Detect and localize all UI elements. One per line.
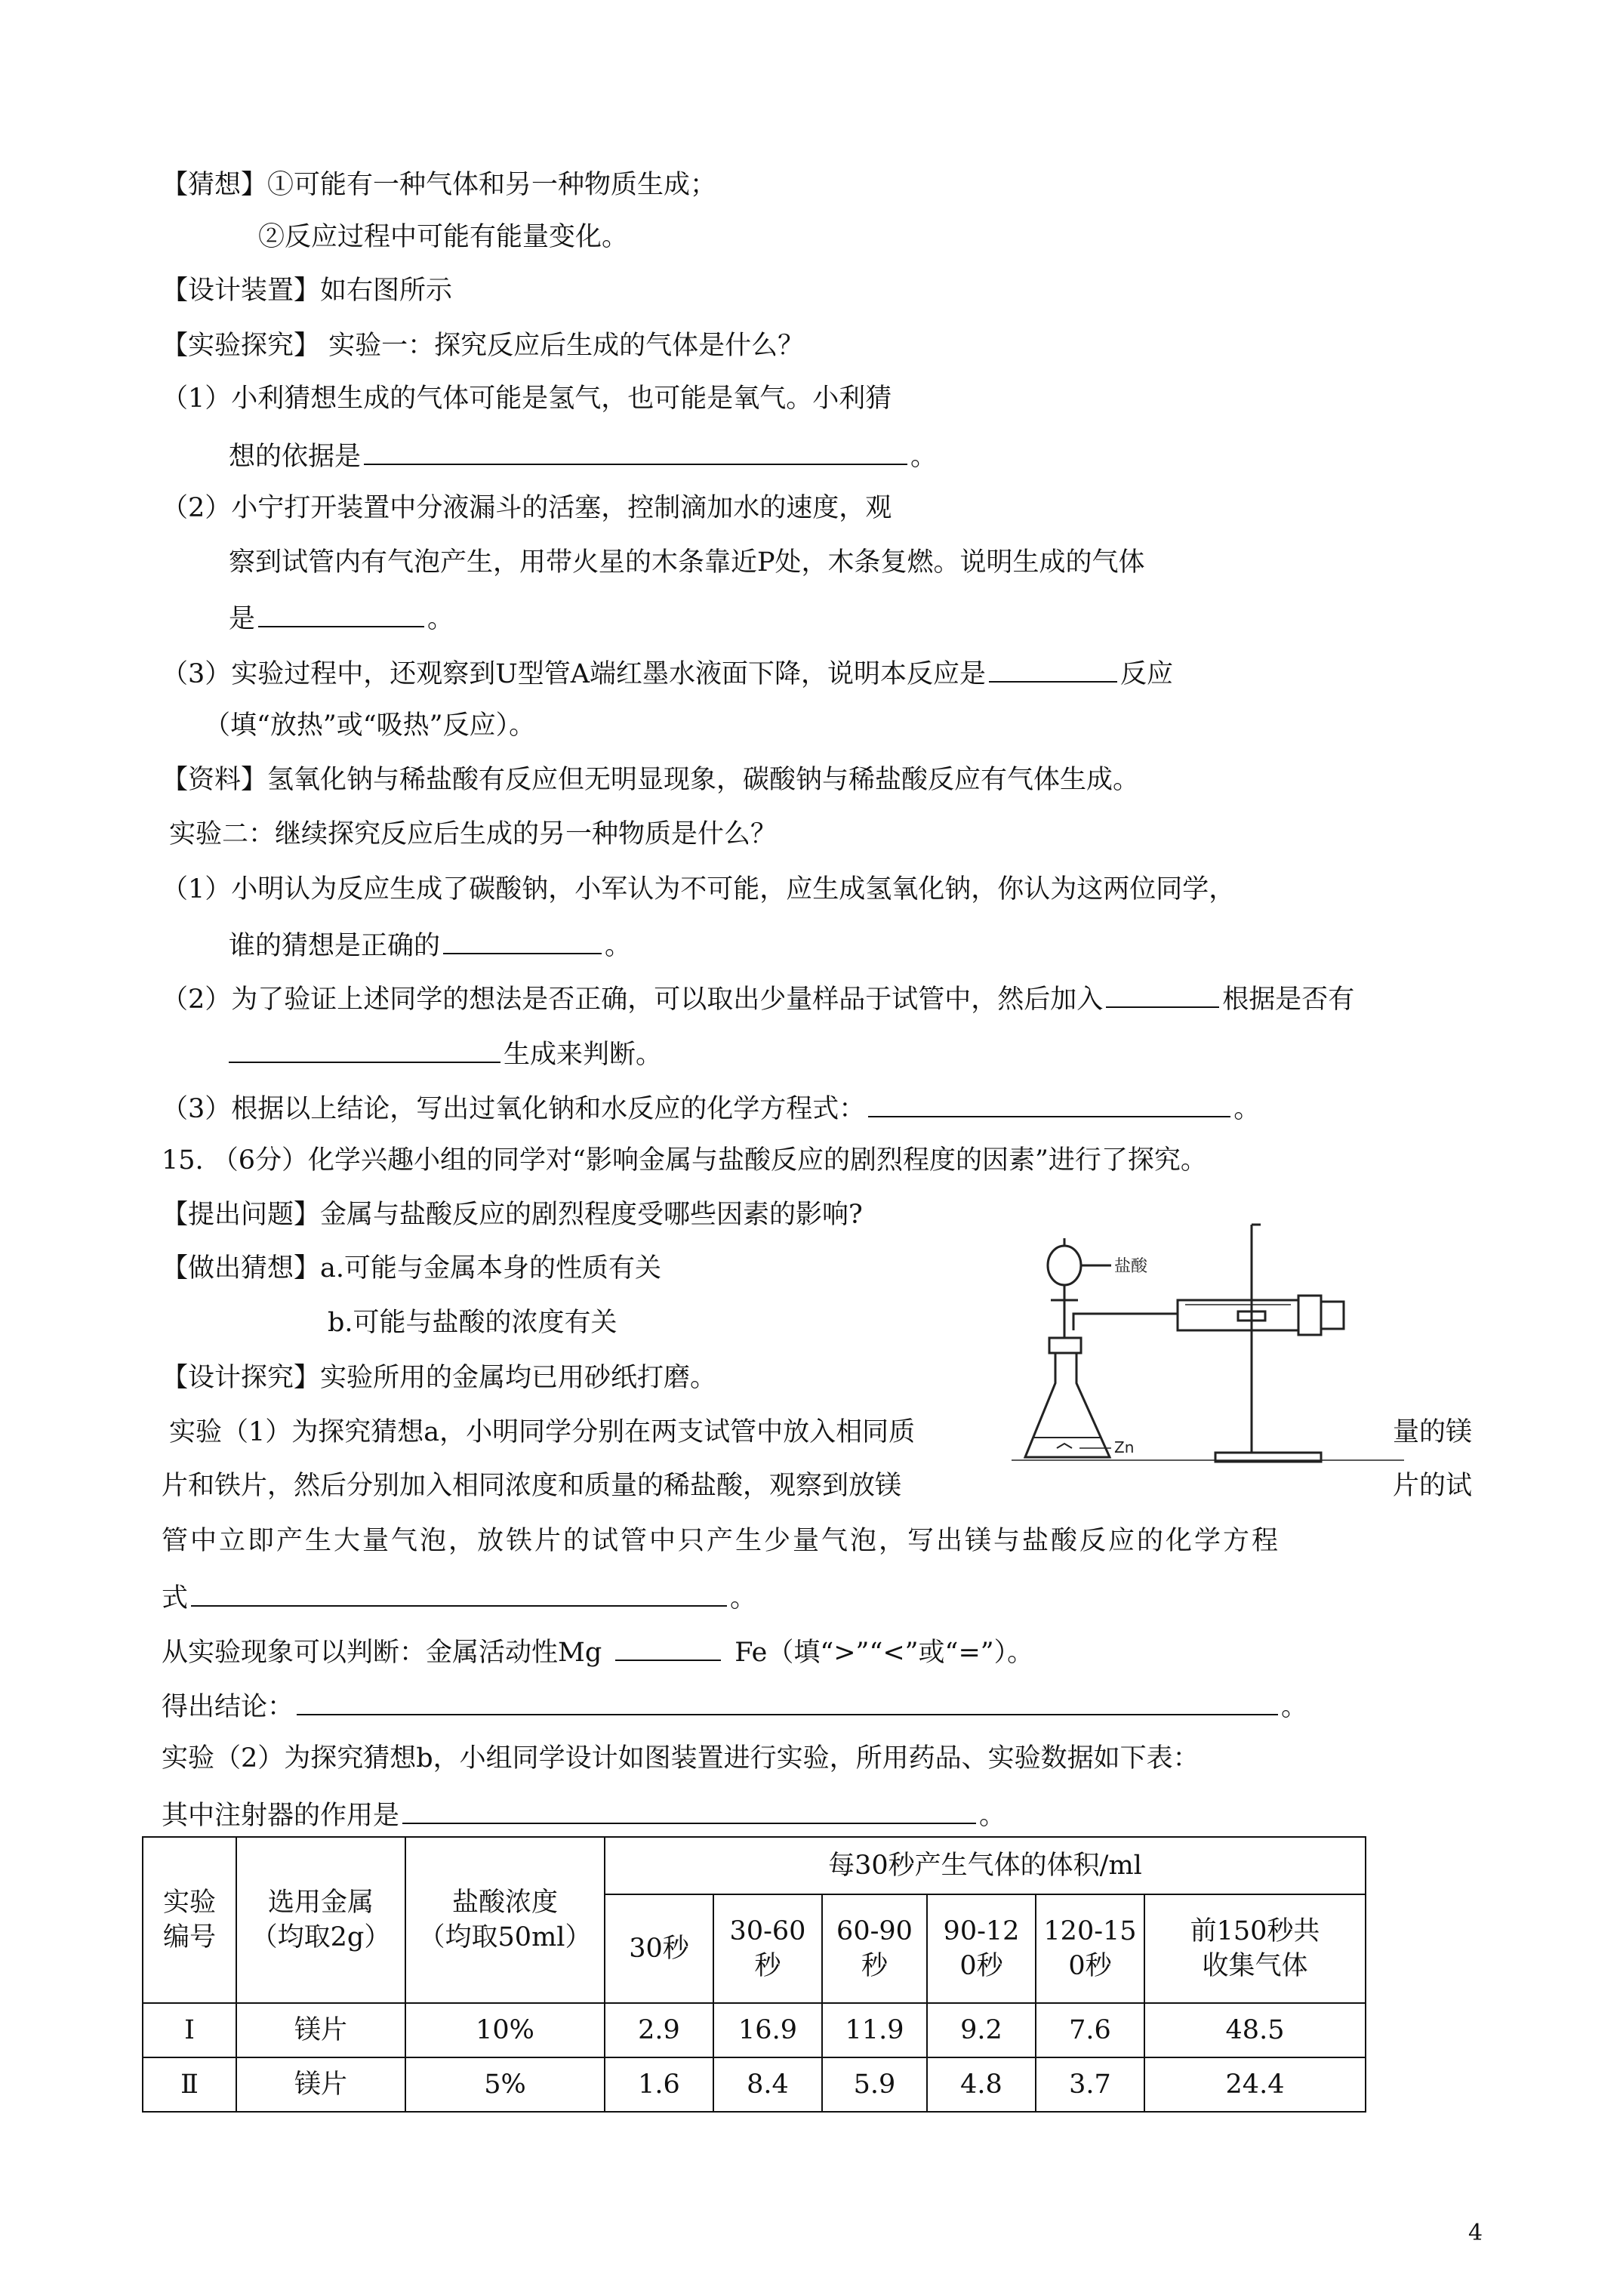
line-text: 谁的猜想是正确的	[229, 931, 441, 961]
conical-flask	[1025, 1353, 1110, 1457]
paragraph-line: 【提出问题】金属与盐酸反应的剧烈程度受哪些因素的影响?	[162, 1200, 863, 1230]
cell-metal: 镁片	[236, 2003, 405, 2057]
zinc-label: Zn	[1114, 1438, 1135, 1456]
answer-blank[interactable]	[1106, 979, 1219, 1008]
line-text: 是	[229, 604, 256, 634]
cell-value: 11.9	[822, 2003, 927, 2057]
table-row	[143, 2003, 1366, 2057]
stopper	[1049, 1338, 1081, 1353]
line-text: 。	[979, 1801, 1006, 1831]
answer-blank[interactable]	[615, 1632, 721, 1661]
paragraph-line: 实验（1）为探究猜想a，小明同学分别在两支试管中放入相同质	[169, 1417, 916, 1447]
paragraph-line	[162, 654, 1173, 692]
paragraph-line: 实验二：继续探究反应后生成的另一种物质是什么？	[169, 819, 778, 849]
cell-value: 8.4	[713, 2057, 822, 2112]
line-text: Fe（填“>”“<”或“=”）。	[735, 1638, 1034, 1668]
line-text: 从实验现象可以判断：金属活动性Mg	[162, 1638, 602, 1668]
line-text: 想的依据是	[229, 442, 362, 472]
header-volume-group: 每30秒产生气体的体积/ml	[605, 1837, 1366, 1894]
paragraph-line: 管中立即产生大量气泡，放铁片的试管中只产生少量气泡，写出镁与盐酸反应的化学方程	[162, 1526, 1281, 1556]
paragraph-line: （1）小明认为反应生成了碳酸钠，小军认为不可能，应生成氢氧化钠，你认为这两位同学，	[162, 874, 1236, 905]
cell-value: 48.5	[1144, 2003, 1366, 2057]
cell-no: Ⅰ	[143, 2003, 236, 2057]
line-text: 。	[730, 1583, 757, 1613]
line-text: （2）为了验证上述同学的想法是否正确，可以取出少量样品于试管中，然后加入	[162, 985, 1104, 1015]
paragraph-line: 片和铁片，然后分别加入相同浓度和质量的稀盐酸，观察到放镁	[162, 1471, 902, 1501]
paragraph-line	[162, 1632, 1033, 1670]
data-table	[142, 1836, 1366, 2113]
delivery-tube	[1073, 1314, 1178, 1330]
paragraph-line: 【资料】氢氧化钠与稀盐酸有反应但无明显现象，碳酸钠与稀盐酸反应有气体生成。	[162, 765, 1140, 795]
answer-blank[interactable]	[229, 1034, 500, 1063]
line-text: （3）根据以上结论，写出过氧化钠和水反应的化学方程式：	[162, 1094, 866, 1124]
paragraph-line	[229, 926, 631, 963]
table-row	[143, 2057, 1366, 2112]
cell-value: 3.7	[1036, 2057, 1144, 2112]
funnel-bulb	[1048, 1246, 1081, 1285]
acid-label: 盐酸	[1114, 1257, 1148, 1276]
line-text: 。	[605, 931, 632, 961]
cell-value: 7.6	[1036, 2003, 1144, 2057]
answer-blank[interactable]	[402, 1795, 976, 1824]
paragraph-line	[162, 1089, 1260, 1126]
paragraph-line	[162, 1578, 756, 1616]
paragraph-line: 片的试	[1393, 1471, 1473, 1501]
paragraph-line: 【设计探究】实验所用的金属均已用砂纸打磨。	[162, 1363, 717, 1393]
answer-blank[interactable]	[443, 926, 602, 954]
line-text: 。	[427, 604, 454, 634]
paragraph-line: 【猜想】①可能有一种气体和另一种物质生成；	[162, 170, 717, 200]
cell-value: 5.9	[822, 2057, 927, 2112]
paragraph-line: 【实验探究】 实验一：探究反应后生成的气体是什么？	[162, 331, 805, 361]
line-text: （3）实验过程中，还观察到U型管A端红墨水液面下降，说明本反应是	[162, 659, 987, 689]
paragraph-line: （1）小利猜想生成的气体可能是氢气，也可能是氧气。小利猜	[162, 384, 892, 414]
paragraph-line: 【设计装置】如右图所示	[162, 276, 453, 306]
cell-value: 24.4	[1144, 2057, 1366, 2112]
paragraph-line	[162, 1795, 1006, 1833]
paragraph-line	[229, 1034, 662, 1072]
paragraph-line	[162, 979, 1354, 1017]
paragraph-line: 实验（2）为探究猜想b，小组同学设计如图装置进行实验，所用药品、实验数据如下表：	[162, 1743, 1200, 1774]
header-no: 实验 编号	[143, 1837, 236, 2003]
header-concentration: 盐酸浓度 （均取50ml）	[405, 1837, 605, 2003]
page-number: 4	[1468, 2220, 1483, 2246]
paragraph-line	[229, 599, 454, 636]
paragraph-line	[229, 436, 937, 474]
cell-value: 2.9	[605, 2003, 713, 2057]
cell-no: Ⅱ	[143, 2057, 236, 2112]
paragraph-line: （2）小宁打开装置中分液漏斗的活塞，控制滴加水的速度，观	[162, 493, 892, 523]
answer-blank[interactable]	[191, 1578, 727, 1607]
header-time: 120-15 0秒	[1036, 1894, 1144, 2003]
cell-value: 16.9	[713, 2003, 822, 2057]
paragraph-line: 察到试管内有气泡产生，用带火星的木条靠近P处，木条复燃。说明生成的气体	[229, 547, 1145, 578]
header-time: 30-60 秒	[713, 1894, 822, 2003]
answer-blank[interactable]	[868, 1089, 1230, 1117]
cell-concentration: 5%	[405, 2057, 605, 2112]
line-text: 根据是否有	[1222, 985, 1355, 1015]
line-text: 。	[1233, 1094, 1261, 1124]
answer-blank[interactable]	[258, 599, 424, 627]
header-metal: 选用金属 （均取2g）	[236, 1837, 405, 2003]
cell-value: 9.2	[927, 2003, 1036, 2057]
paragraph-line: 【做出猜想】a.可能与金属本身的性质有关	[162, 1253, 661, 1284]
header-time: 90-12 0秒	[927, 1894, 1036, 2003]
paragraph-line: 量的镁	[1393, 1417, 1473, 1447]
answer-blank[interactable]	[989, 654, 1117, 683]
cell-concentration: 10%	[405, 2003, 605, 2057]
line-text: 生成来判断。	[504, 1040, 663, 1070]
header-time: 前150秒共 收集气体	[1144, 1894, 1366, 2003]
header-time: 30秒	[605, 1894, 713, 2003]
paragraph-line: b.可能与盐酸的浓度有关	[328, 1308, 617, 1338]
answer-blank[interactable]	[297, 1687, 1278, 1715]
line-text: 。	[910, 442, 938, 472]
apparatus-figure	[1012, 1217, 1404, 1466]
paragraph-line: （填“放热”或“吸热”反应）。	[204, 710, 536, 741]
line-text: 得出结论：	[162, 1692, 294, 1722]
cell-value: 4.8	[927, 2057, 1036, 2112]
paragraph-line	[162, 1687, 1307, 1724]
line-text: 式	[162, 1583, 189, 1613]
line-text: 其中注射器的作用是	[162, 1801, 400, 1831]
cell-metal: 镁片	[236, 2057, 405, 2112]
cell-value: 1.6	[605, 2057, 713, 2112]
question-heading: 15. （6分）化学兴趣小组的同学对“影响金属与盐酸反应的剧烈程度的因素”进行了探究。	[162, 1145, 1207, 1176]
answer-blank[interactable]	[364, 436, 907, 465]
line-text: 。	[1281, 1692, 1308, 1722]
paragraph-line: ②反应过程中可能有能量变化。	[258, 222, 629, 252]
header-time: 60-90 秒	[822, 1894, 927, 2003]
line-text: 反应	[1120, 659, 1174, 689]
